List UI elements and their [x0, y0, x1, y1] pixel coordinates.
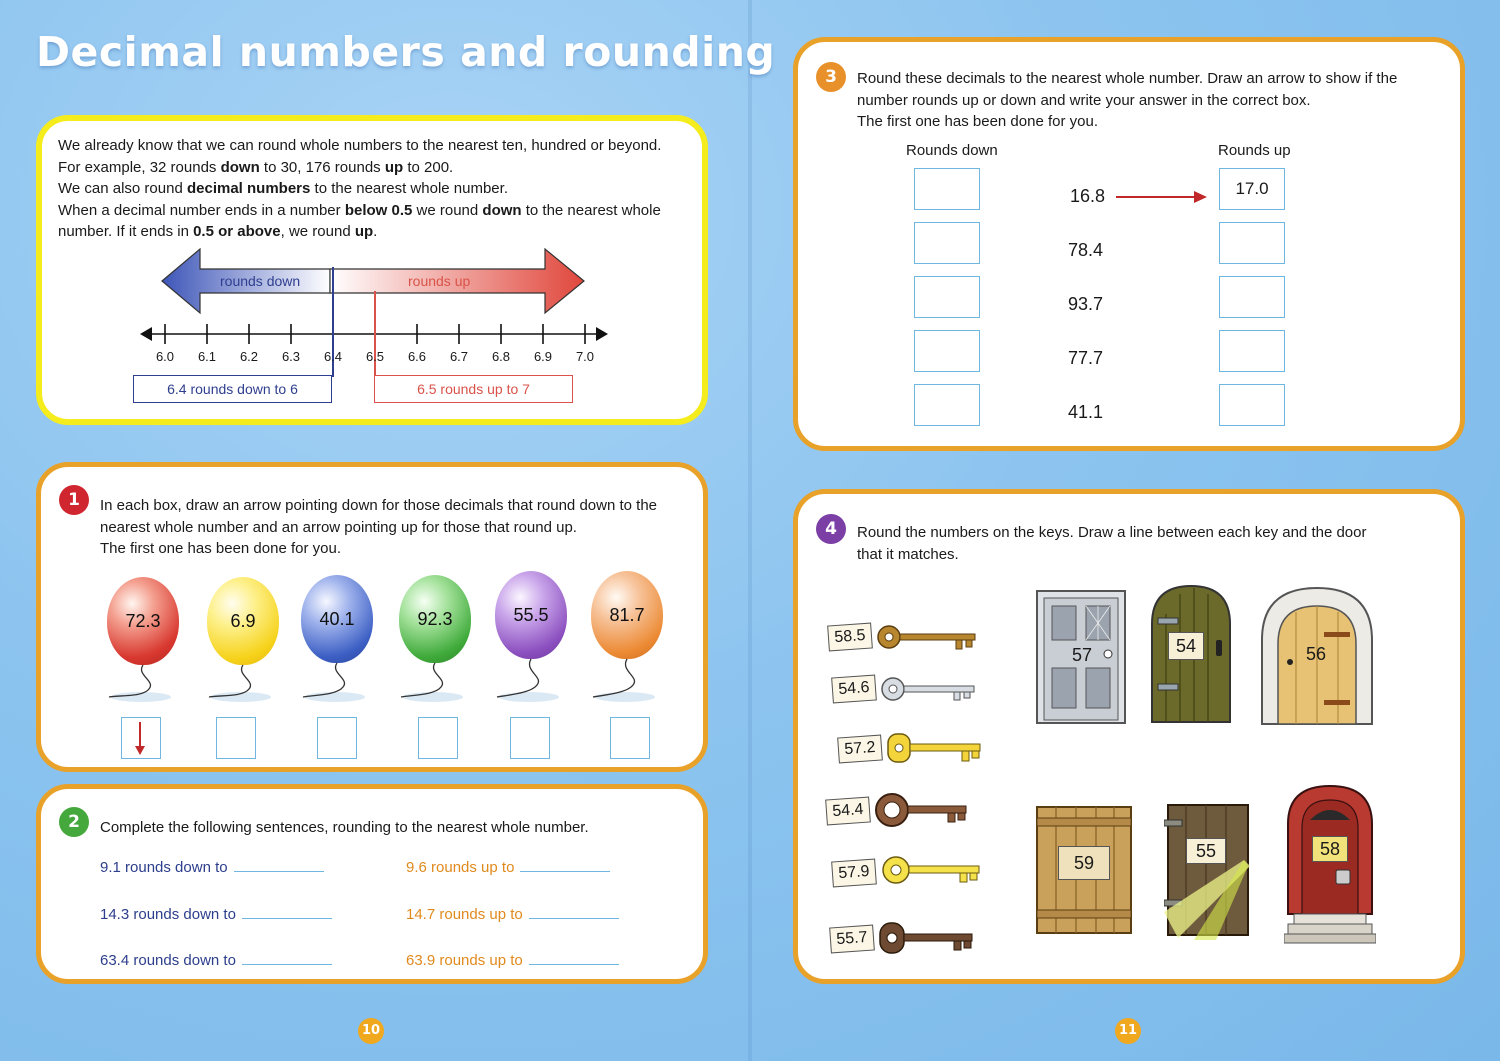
page-title: Decimal numbers and rounding	[36, 28, 776, 76]
intro-line-2: For example, 32 rounds down to 30, 176 rounds up to 200.	[58, 158, 454, 176]
rounds-up-heading: Rounds up	[1218, 142, 1291, 159]
answer-box-3[interactable]	[317, 717, 357, 759]
brass-key-icon	[876, 622, 981, 652]
tick-label: 6.5	[365, 349, 385, 364]
tick-label: 6.2	[239, 349, 259, 364]
door-number: 56	[1305, 644, 1327, 664]
gold-key-icon	[886, 730, 986, 766]
question-4-badge: 4	[816, 514, 846, 544]
decimal-value: 16.8	[1070, 186, 1106, 206]
answer-line[interactable]	[242, 908, 332, 919]
tick-label: 7.0	[575, 349, 595, 364]
rounds-up-label: rounds up	[408, 273, 471, 289]
tick-label: 6.8	[491, 349, 511, 364]
balloon-yellow	[207, 577, 279, 665]
q4-line-2: that it matches.	[857, 545, 959, 563]
key-tag: 57.2	[837, 734, 883, 763]
decimal-value: 77.7	[1068, 348, 1104, 368]
intro-line-4: When a decimal number ends in a number below 0.5 we round down to the nearest whole	[58, 201, 661, 219]
balloon-value: 55.5	[513, 604, 549, 625]
answer-line[interactable]	[234, 861, 324, 872]
page-spread-divider	[748, 0, 752, 1061]
door-59[interactable]	[1036, 806, 1132, 934]
rounds-down-label: rounds down	[220, 273, 301, 289]
door-57[interactable]	[1036, 590, 1126, 724]
q4-line-1: Round the numbers on the keys. Draw a line between each key and the door	[857, 524, 1367, 541]
rounds-down-example-box: 6.4 rounds down to 6	[133, 375, 332, 403]
decimal-value: 78.4	[1068, 240, 1104, 260]
question-1-badge: 1	[59, 485, 89, 515]
sentence-right-2: 14.7 rounds up to	[406, 906, 619, 923]
key-tag: 58.5	[827, 622, 873, 651]
question-1-text	[100, 495, 700, 560]
tick-label: 6.0	[155, 349, 175, 364]
door-number: 54	[1168, 632, 1204, 660]
rounds-up-box-2[interactable]	[1219, 222, 1285, 264]
rounds-down-box-2[interactable]	[914, 222, 980, 264]
door-number: 59	[1058, 846, 1110, 880]
question-2-badge: 2	[59, 807, 89, 837]
answer-box-5[interactable]	[510, 717, 550, 759]
answer-box-4[interactable]	[418, 717, 458, 759]
balloon-red	[107, 577, 179, 665]
balloon-value: 40.1	[319, 608, 355, 629]
rounds-up-box-4[interactable]	[1219, 330, 1285, 372]
balloon-value: 6.9	[230, 610, 256, 631]
question-2-prompt: Complete the following sentences, rounding to the nearest whole number.	[100, 819, 589, 836]
question-3-text	[857, 68, 1457, 133]
rounds-down-box-1[interactable]	[914, 168, 980, 210]
intro-line-3: We can also round decimal numbers to the nearest whole number.	[58, 180, 508, 197]
q3-line-3: The first one has been done for you.	[857, 113, 1098, 130]
tick-label: 6.9	[533, 349, 553, 364]
sentence-right-1: 9.6 rounds up to	[406, 859, 610, 876]
intro-line-5: number. If it ends in 0.5 or above, we round up.	[58, 223, 378, 240]
door-number: 58	[1312, 836, 1348, 862]
rounds-down-heading: Rounds down	[906, 142, 998, 159]
answer-box-1[interactable]	[121, 717, 161, 759]
page-number-left: 10	[358, 1018, 384, 1044]
door-56[interactable]	[1260, 586, 1374, 726]
answer-line[interactable]	[529, 954, 619, 965]
question-3-panel	[793, 37, 1465, 451]
rounds-up-box-5[interactable]	[1219, 384, 1285, 426]
question-3-badge: 3	[816, 62, 846, 92]
decimal-value: 41.1	[1068, 402, 1104, 422]
key-tag: 57.9	[831, 858, 877, 887]
door-number: 55	[1186, 838, 1226, 864]
rounds-up-box-1[interactable]: 17.0	[1219, 168, 1285, 210]
dark-key-icon	[878, 920, 978, 956]
iron-key-icon	[874, 790, 974, 830]
sentence-left-3: 63.4 rounds down to	[100, 952, 332, 969]
q3-line-1: Round these decimals to the nearest whole number. Draw an arrow to show if the	[857, 70, 1398, 87]
key-tag: 55.7	[829, 924, 875, 953]
sentence-right-3: 63.9 rounds up to	[406, 952, 619, 969]
balloon-blue	[301, 575, 373, 663]
page-number-right: 11	[1115, 1018, 1141, 1044]
q1-line-3: The first one has been done for you.	[100, 540, 341, 557]
answer-line[interactable]	[529, 908, 619, 919]
tick-label: 6.4	[323, 349, 343, 364]
answer-line[interactable]	[242, 954, 332, 965]
tick-label: 6.3	[281, 349, 301, 364]
yellow-key-icon	[880, 852, 985, 888]
question-4-text	[857, 522, 1457, 565]
balloon-value: 92.3	[417, 608, 453, 629]
dark-door-light-beam-icon	[1164, 804, 1254, 944]
rounds-up-box-3[interactable]	[1219, 276, 1285, 318]
sentence-left-1: 9.1 rounds down to	[100, 859, 324, 876]
rounds-down-box-4[interactable]	[914, 330, 980, 372]
answer-line[interactable]	[520, 861, 610, 872]
question-1-panel	[36, 462, 708, 772]
key-tag: 54.4	[825, 796, 871, 825]
question-4-panel	[793, 489, 1465, 984]
intro-panel	[36, 115, 708, 425]
door-58[interactable]	[1284, 784, 1376, 944]
intro-line-1: We already know that we can round whole numbers to the nearest ten, hundred or beyond.	[58, 137, 662, 154]
balloon-value: 81.7	[609, 604, 645, 625]
silver-key-icon	[880, 674, 980, 704]
balloon-purple	[495, 571, 567, 659]
door-54[interactable]	[1150, 584, 1232, 724]
door-number: 57	[1071, 645, 1093, 665]
door-55[interactable]	[1164, 804, 1254, 944]
q1-line-1: In each box, draw an arrow pointing down for those decimals that round down to the	[100, 497, 657, 514]
red-arched-door-icon	[1284, 784, 1376, 944]
answer-box-2[interactable]	[216, 717, 256, 759]
q1-line-2: nearest whole number and an arrow pointing up for those that round up.	[100, 518, 577, 536]
rounds-down-box-3[interactable]	[914, 276, 980, 318]
balloon-value: 72.3	[125, 610, 161, 631]
answer-box-6[interactable]	[610, 717, 650, 759]
tick-label: 6.6	[407, 349, 427, 364]
tick-label: 6.1	[197, 349, 217, 364]
rounds-up-example-box: 6.5 rounds up to 7	[374, 375, 573, 403]
arrow-right-icon	[1114, 188, 1209, 206]
rounds-down-box-5[interactable]	[914, 384, 980, 426]
balloon-green	[399, 575, 471, 663]
balloon-strings	[41, 657, 713, 707]
key-tag: 54.6	[831, 674, 877, 703]
arrow-down-icon	[122, 718, 159, 757]
question-2-panel	[36, 784, 708, 984]
intro-text	[58, 135, 698, 243]
balloon-orange	[591, 571, 663, 659]
tick-label: 6.7	[449, 349, 469, 364]
q3-line-2: number rounds up or down and write your answer in the correct box.	[857, 91, 1311, 109]
decimal-value: 93.7	[1068, 294, 1104, 314]
sentence-left-2: 14.3 rounds down to	[100, 906, 332, 923]
